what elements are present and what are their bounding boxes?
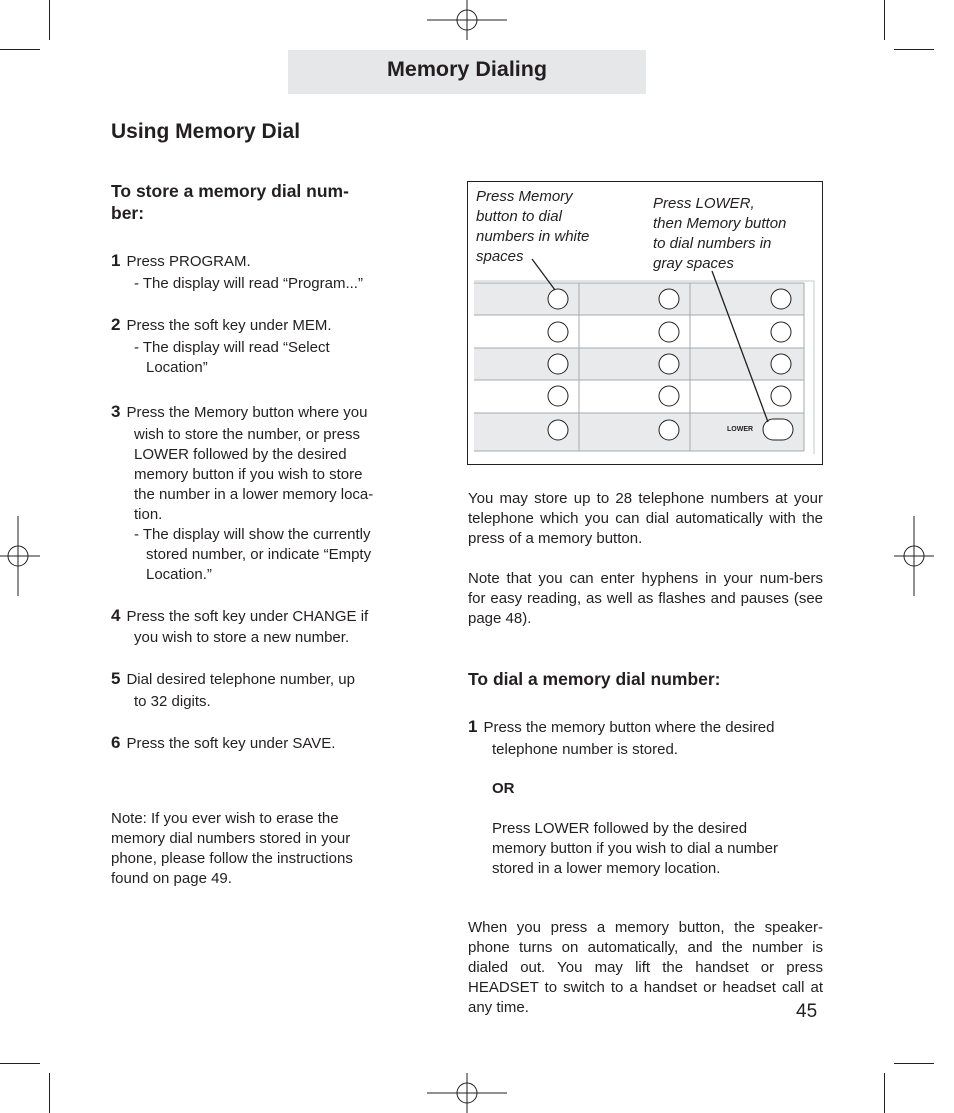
- or-line: memory button if you wish to dial a number: [492, 840, 778, 857]
- step-line: to 32 digits.: [134, 693, 211, 710]
- crop-mark: [49, 1073, 50, 1113]
- or-line: Press LOWER followed by the desired: [492, 820, 748, 837]
- intro-paragraph: You may store up to 28 telephone numbers at your telephone which you can dial automatically with the press of a memory button.: [468, 490, 823, 547]
- step-line: LOWER followed by the desired: [134, 446, 347, 463]
- crop-mark: [894, 49, 934, 50]
- speakerphone-paragraph: When you press a memory button, the speaker-phone turns on automatically, and the number is dialed out. You may lift the handset or press HEADSET to switch to a handset or headset call at any time.: [468, 919, 823, 1016]
- step-line: stored number, or indicate “Empty: [146, 546, 372, 563]
- store-step-6: [111, 733, 335, 754]
- step-line: wish to store the number, or press: [134, 426, 360, 443]
- dial-step-1: [468, 717, 774, 738]
- page-title: Memory Dialing: [386, 57, 548, 81]
- step-number: 1: [468, 717, 478, 736]
- or-line: stored in a lower memory location.: [492, 860, 721, 877]
- callout-line: then Memory button: [653, 215, 787, 232]
- registration-mark-icon: [427, 0, 507, 40]
- step-line: tion.: [134, 506, 163, 523]
- callout-line: gray spaces: [653, 255, 734, 272]
- store-step-3: [111, 402, 367, 423]
- crop-mark: [894, 1063, 934, 1064]
- step-number: 2: [111, 315, 121, 334]
- step-line: Press the Memory button where you: [126, 404, 368, 421]
- step-line: telephone number is stored.: [492, 741, 678, 758]
- registration-mark-icon: [0, 516, 40, 596]
- note-line: memory dial numbers stored in your: [111, 830, 351, 847]
- note-line: Note: If you ever wish to erase the: [111, 810, 339, 827]
- store-step-2: [111, 315, 332, 336]
- step-line: Press PROGRAM.: [126, 253, 251, 270]
- dial-heading: To dial a memory dial number:: [468, 669, 721, 689]
- page-number: 45: [796, 1001, 818, 1022]
- step-line: Location.”: [146, 566, 212, 583]
- store-heading: [111, 180, 349, 224]
- step-number: 5: [111, 669, 121, 688]
- lower-button-label: LOWER: [727, 426, 754, 433]
- crop-mark: [0, 1063, 40, 1064]
- step-line: you wish to store a new number.: [134, 629, 350, 646]
- callout-line: spaces: [476, 248, 524, 265]
- step-line: memory button if you wish to store: [134, 466, 363, 483]
- crop-mark: [884, 0, 885, 40]
- callout-line: button to dial: [476, 208, 562, 225]
- store-heading-line: ber:: [111, 203, 145, 223]
- callout-gray-spaces: [653, 194, 786, 274]
- crop-mark: [0, 49, 40, 50]
- store-step-1: [111, 251, 251, 272]
- callout-line: to dial numbers in: [653, 235, 772, 252]
- step-line: - The display will show the currently: [134, 526, 371, 543]
- memory-panel-figure: [467, 181, 823, 465]
- step-line: Press the memory button where the desired: [483, 719, 775, 736]
- section-title: Using Memory Dial: [111, 120, 301, 143]
- hyphens-paragraph: Note that you can enter hyphens in your num-bers for easy reading, as well as flashes and pauses (see page 48).: [468, 570, 823, 627]
- crop-mark: [49, 0, 50, 40]
- registration-mark-icon: [894, 516, 934, 596]
- or-label: OR: [492, 780, 515, 797]
- step-line: - The display will read “Program...”: [134, 275, 363, 292]
- callout-white-spaces: [476, 187, 589, 267]
- callout-line: Press LOWER,: [653, 195, 755, 212]
- store-heading-line: To store a memory dial num-: [111, 181, 349, 201]
- note-line: phone, please follow the instructions: [111, 850, 353, 867]
- step-line: the number in a lower memory loca-: [134, 486, 374, 503]
- step-number: 6: [111, 733, 121, 752]
- step-line: Press the soft key under CHANGE if: [126, 608, 369, 625]
- step-line: Dial desired telephone number, up: [126, 671, 355, 688]
- step-line: - The display will read “Select: [134, 339, 330, 356]
- note-line: found on page 49.: [111, 870, 232, 887]
- callout-line: Press Memory: [476, 188, 573, 205]
- crop-mark: [884, 1073, 885, 1113]
- step-line: Location”: [146, 359, 208, 376]
- callout-line: numbers in white: [476, 228, 590, 245]
- store-step-4: [111, 606, 368, 627]
- step-line: Press the soft key under SAVE.: [126, 735, 336, 752]
- step-line: Press the soft key under MEM.: [126, 317, 332, 334]
- step-number: 4: [111, 606, 121, 625]
- store-step-5: [111, 669, 355, 690]
- step-number: 1: [111, 251, 121, 270]
- registration-mark-icon: [427, 1073, 507, 1113]
- step-number: 3: [111, 402, 121, 421]
